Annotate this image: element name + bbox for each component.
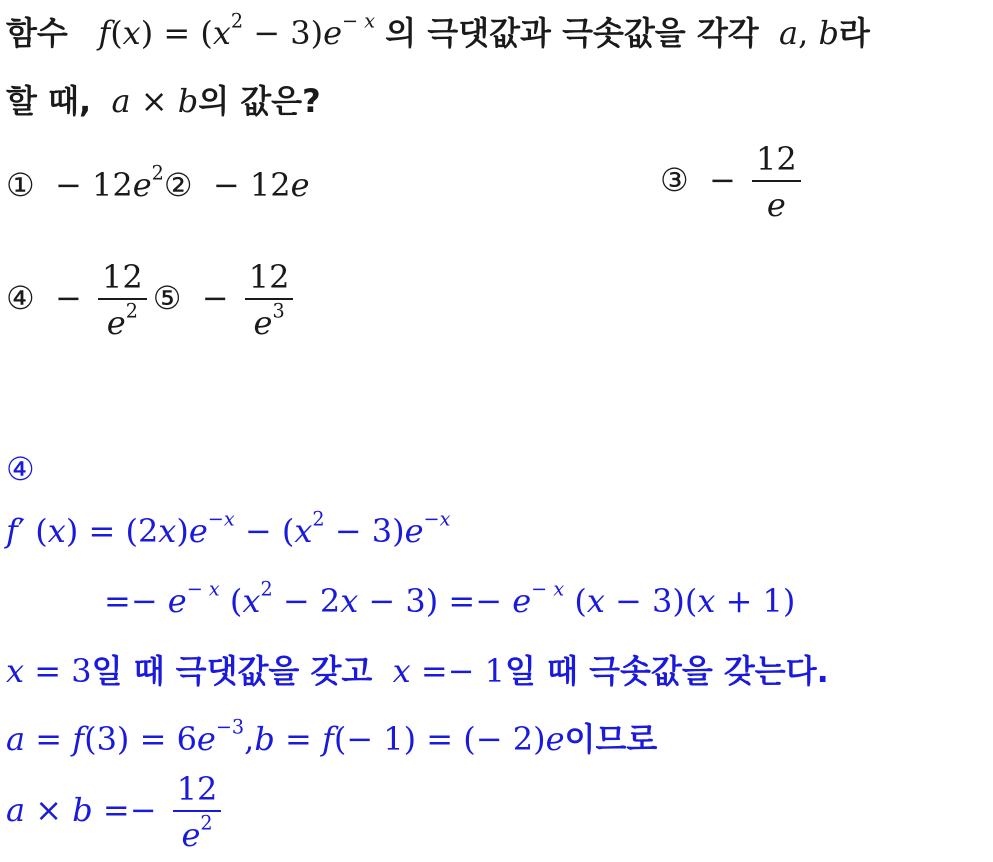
problem-text-tail: 라 — [838, 14, 870, 52]
problem-text-mid: 의 극댓값과 극솟값을 각각 — [385, 14, 759, 52]
solution-min-text: 일 때 극솟값을 갖는다. — [505, 652, 829, 690]
problem-line-1: 함수 $f(x) = (x^2 - 3)e^{- x}$ 의 극댓값과 극솟값을 각각 a, b라 — [6, 9, 870, 52]
solution-answer — [6, 450, 35, 488]
choice-5-marker[interactable]: ⑤ — [152, 279, 182, 317]
choice-3: ③ − $\frac{12}{e}$ — [660, 140, 807, 224]
choice-4-marker[interactable]: ④ — [6, 279, 35, 317]
choice-5-fraction: $\frac{12}{e^3}$ — [245, 258, 294, 342]
solution-line-5: a × b =− $\frac{12}{e^2}$ — [6, 770, 227, 854]
choice-1-value: − 12 — [44, 166, 133, 204]
solution-max-text: 일 때 극댓값을 갖고 — [91, 652, 373, 690]
solution-line-4: $a = f(3) = 6e^{-3},b = f(- 1)$ = (− 2)e이므로 — [6, 715, 658, 758]
choices-row-2: ④ − $\frac{12}{e^2}$ ⑤ − $\frac{12}{e^3}$ — [6, 258, 299, 342]
choice-2-marker[interactable]: ② — [163, 166, 193, 204]
choice-4-fraction: $\frac{12}{e^2}$ — [98, 258, 147, 342]
solution-result-fraction: $\frac{12}{e^2}$ — [173, 770, 222, 854]
answer-marker: ④ — [6, 450, 35, 488]
var-b: b — [818, 14, 839, 52]
choices-row-1: ① − $12e^2② - 12e$ — [6, 161, 310, 204]
solution-therefore-text: 이므로 — [564, 720, 658, 758]
var-a: a — [768, 14, 799, 52]
function-expression: f — [78, 14, 111, 52]
choice-1-marker[interactable]: ① — [6, 166, 35, 204]
solution-line-2: =− $e^{- x}$ $(x^2 - 2x - 3) =- e^{- x}$ (x − 3)(x + 1) — [104, 577, 796, 620]
product-expression: a — [101, 82, 131, 120]
solution-line-3: x = 3일 때 극댓값을 갖고 x =− 1일 때 극솟값을 갖는다. — [6, 652, 829, 690]
problem-text-when: 할 때, — [6, 82, 92, 120]
problem-text-question: 의 값은? — [198, 82, 321, 120]
choice-3-marker[interactable]: ③ — [660, 161, 689, 199]
choice-3-fraction: $\frac{12}{e}$ — [752, 140, 801, 224]
problem-text-head: 함수 — [6, 14, 68, 52]
problem-line-2: 할 때, a × b의 값은? — [6, 82, 321, 120]
choice-2-value: − 12 — [202, 166, 291, 204]
solution-line-1: f′ $(x) = (2x)e^{-x} - (x^2 - 3)e^{-x}$ — [6, 507, 451, 550]
